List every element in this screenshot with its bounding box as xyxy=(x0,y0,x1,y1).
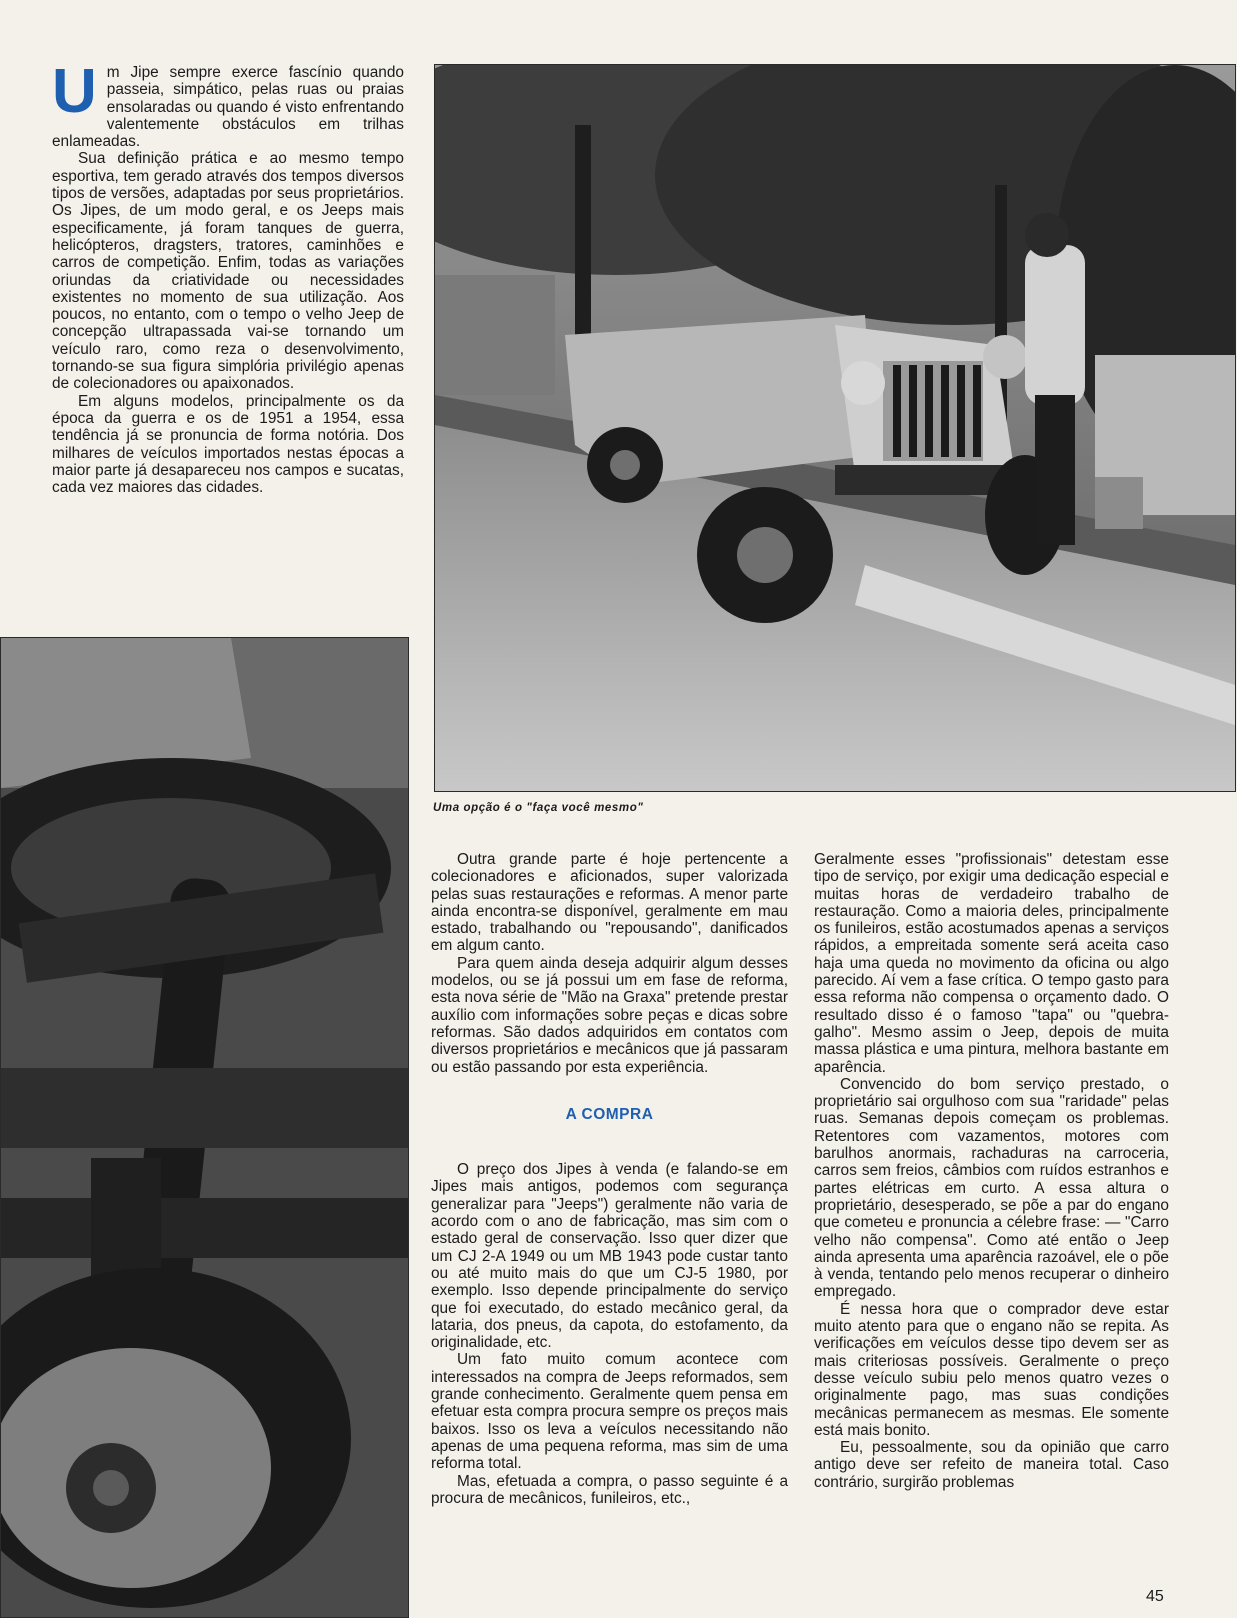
paragraph: Em alguns modelos, principalmente os da época da guerra e os de 1951 a 1954, essa tendência já se pronuncia de forma notória. Dos milhares de veículos importados nestas épocas a maior parte já desapareceu nos campos e sucatas, cada vez maiores das cidades. xyxy=(52,392,404,497)
jeep-photo-illustration xyxy=(435,65,1235,791)
article-column-3 xyxy=(431,851,788,1507)
jeep-photo xyxy=(434,64,1236,792)
section-heading: A COMPRA xyxy=(565,1105,654,1123)
opening-paragraph xyxy=(52,57,404,151)
page-number: 45 xyxy=(1146,1588,1164,1605)
chassis-photo xyxy=(0,637,409,1618)
drop-cap: U xyxy=(52,57,97,126)
paragraph: Um fato muito comum acontece com interessados na compra de Jeeps reformados, sem grande conhecimento. Geralmente quem pensa em efetuar esta compra procura sempre os preços mais baixos. Isso os leva a veículos necessitando não apenas de uma pequena reforma, mas sim de uma reforma total. xyxy=(431,1351,788,1473)
paragraph: É nessa hora que o comprador deve estar muito atento para que o engano não se repita. As verificações em veículos desse tipo devem ser as mais criteriosas possíveis. Geralmente o preço desse veículo subiu pelo menos quatro vezes o originalmente pago, mas suas condições mecânicas permanecem as mesmas. Ele somente está mais bonito. xyxy=(814,1300,1169,1439)
article-column-4 xyxy=(814,851,1169,1491)
paragraph: Mas, efetuada a compra, o passo seguinte é a procura de mecânicos, funileiros, etc., xyxy=(431,1472,788,1507)
paragraph: Eu, pessoalmente, sou da opinião que carro antigo deve ser refeito de maneira total. Caso contrário, surgirão problemas xyxy=(814,1439,1169,1491)
photo-caption: Uma opção é o "faça você mesmo" xyxy=(433,802,644,814)
paragraph-text: m Jipe sempre exerce fascínio quando passeia, simpático, pelas ruas ou praias ensolaradas ou quando é visto enfrentando valentemente obstáculos em trilhas enlameadas. xyxy=(52,64,404,151)
chassis-photo-illustration xyxy=(1,638,408,1617)
paragraph: Convencido do bom serviço prestado, o proprietário sai orgulhoso com sua "raridade" pelas ruas. Semanas depois começam os problemas. Retentores com vazamentos, motores com barulhos anormais, rachaduras na carroceria, carros sem freios, câmbios com ruídos estranhos e partes elétricas em curto. A essa altura o proprietário, desesperado, se põe a par do engano que cometeu e pronuncia a célebre frase: — "Carro velho não compensa". Como até então o Jeep ainda apresenta uma aparência razoável, ele o põe à venda, tentando pelo menos recuperar o dinheiro empregado. xyxy=(814,1075,1169,1301)
paragraph: O preço dos Jipes à venda (e falando-se em Jipes mais antigos, podemos com segurança generalizar para "Jeeps") geralmente não varia de acordo com o ano de fabricação, mas sim com o estado geral de conservação. Isso quer dizer que um CJ 2-A 1949 ou um MB 1943 pode custar tanto ou até muito mais do que um CJ-5 1980, por exemplo. Isso depende principalmente do serviço que foi executado, do estado mecânico geral, da lataria, dos pneus, da capota, do estofamento, da originalidade, etc. xyxy=(431,1161,788,1352)
paragraph: Sua definição prática e ao mesmo tempo esportiva, tem gerado através dos tempos diversos tipos de versões, adaptadas por seus proprietários. Os Jipes, de um modo geral, e os Jeeps mais especificamente, já foram tanques de guerra, helicópteros, dragsters, tratores, caminhões e carros de competição. Enfim, todas as variações oriundas da criatividade ou necessidades existentes no momento de sua utilização. Aos poucos, no entanto, com o tempo o velho Jeep de concepção ultrapassada vai-se tornando um veículo raro, como reza o desenvolvimento, tornando-se sua figura simplória privilégio apenas de colecionadores ou apaixonados. xyxy=(52,150,404,393)
paragraph: Geralmente esses "profissionais" detestam esse tipo de serviço, por exigir uma dedicação especial e muitas horas de verdadeiro trabalho de restauração. Como a maioria deles, principalmente os funileiros, estão acostumados apenas a serviços rápidos, a empreitada somente será aceita caso haja uma queda no movimento da oficina ou algo parecido. Aí vem a fase crítica. O tempo gasto para essa reforma não compensa o orçamento dado. O resultado disso é o famoso "tapa" ou "quebra-galho". Mesmo assim o Jeep, depois de muita massa plástica e uma pintura, melhora bastante em aparência. xyxy=(814,851,1169,1076)
paragraph: Outra grande parte é hoje pertencente a colecionadores e aficionados, super valorizada pelas suas restaurações e reformas. A menor parte ainda encontra-se disponível, geralmente em mau estado, trabalhando ou "repousando", danificados em algum canto. xyxy=(431,851,788,955)
article-column-1 xyxy=(52,57,404,497)
paragraph: Para quem ainda deseja adquirir algum desses modelos, ou se já possui um em fase de reforma, esta nova série de "Mão na Graxa" pretende prestar auxílio com informações sobre peças e dicas sobre reformas. São dados adquiridos em contatos com diversos proprietários e mecânicos que já passaram ou estão passando por esta experiência. xyxy=(431,954,788,1076)
